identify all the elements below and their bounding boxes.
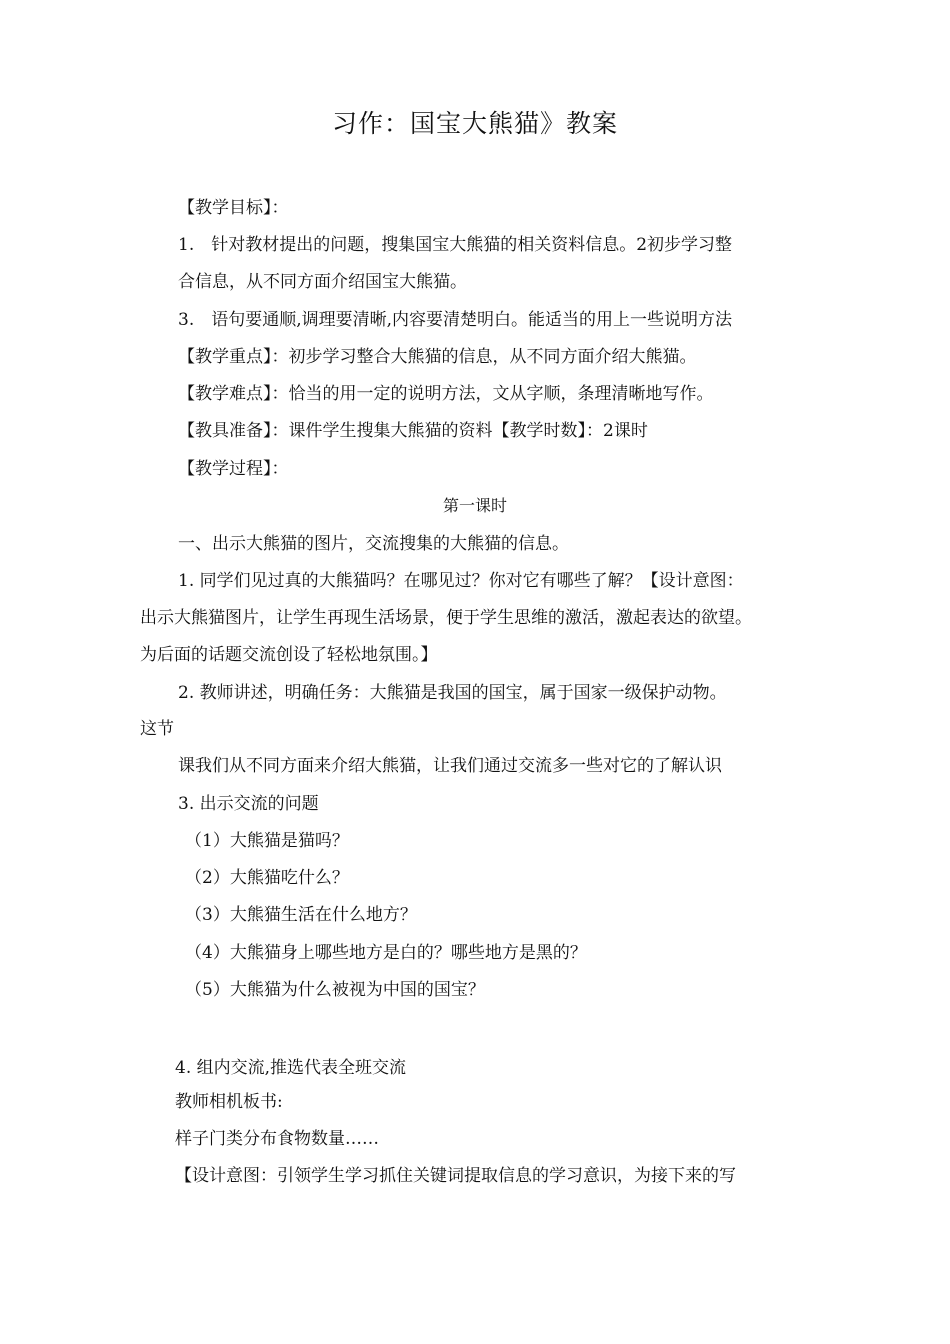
paragraph-1-line-2: 出示大熊猫图片，让学生再现生活场景，便于学生思维的激活，激起表达的欲望。 [140,608,752,628]
paragraph-4: 4. 组内交流,推选代表全班交流 [175,1058,407,1078]
board-label: 教师相机板书: [175,1092,283,1112]
process-heading: 【教学过程】： [178,459,289,479]
question-2: （2）大熊猫吃什么？ [185,868,349,888]
goal-1-line-1: 1. 针对教材提出的问题，搜集国宝大熊猫的相关资料信息。2初步学习整 [178,235,733,255]
paragraph-3: 3. 出示交流的问题 [178,794,319,814]
key-point: 【教学重点】：初步学习整合大熊猫的信息，从不同方面介绍大熊猫。 [178,347,697,367]
page-title: 习作：国宝大熊猫》教案 [331,109,618,138]
goal-3: 3. 语句要通顺,调理要清晰,内容要清楚明白。能适当的用上一些说明方法 [178,310,733,330]
paragraph-1-line-3: 为后面的话题交流创设了轻松地氛围。】 [140,645,438,665]
question-3: （3）大熊猫生活在什么地方？ [185,905,417,925]
paragraph-2-line-3: 课我们从不同方面来介绍大熊猫，让我们通过交流多一些对它的了解认识 [178,756,722,776]
lesson-heading: 第一课时 [442,496,507,515]
paragraph-2-line-1: 2. 教师讲述，明确任务：大熊猫是我国的国宝，属于国家一级保护动物。 [178,683,727,703]
paragraph-1-line-1: 1. 同学们见过真的大熊猫吗？在哪见过？你对它有哪些了解？【设计意图： [178,571,744,591]
design-note: 【设计意图：引领学生学习抓住关键词提取信息的学习意识，为接下来的写 [175,1166,736,1186]
difficulty: 【教学难点】：恰当的用一定的说明方法，文从字顺，条理清晰地写作。 [178,384,714,404]
question-5: （5）大熊猫为什么被视为中国的国宝？ [185,980,485,1000]
preparation: 【教具准备】：课件学生搜集大熊猫的资料【教学时数】：2课时 [178,421,648,441]
goals-heading: 【教学目标】： [178,198,289,218]
board-items: 样子门类分布食物数量…… [175,1129,379,1149]
goal-1-line-2: 合信息，从不同方面介绍国宝大熊猫。 [178,272,467,292]
section-1-heading: 一、出示大熊猫的图片，交流搜集的大熊猫的信息。 [178,534,569,554]
paragraph-2-line-2: 这节 [140,719,174,739]
question-4: （4）大熊猫身上哪些地方是白的？哪些地方是黑的？ [185,943,587,963]
question-1: （1）大熊猫是猫吗？ [185,831,349,851]
